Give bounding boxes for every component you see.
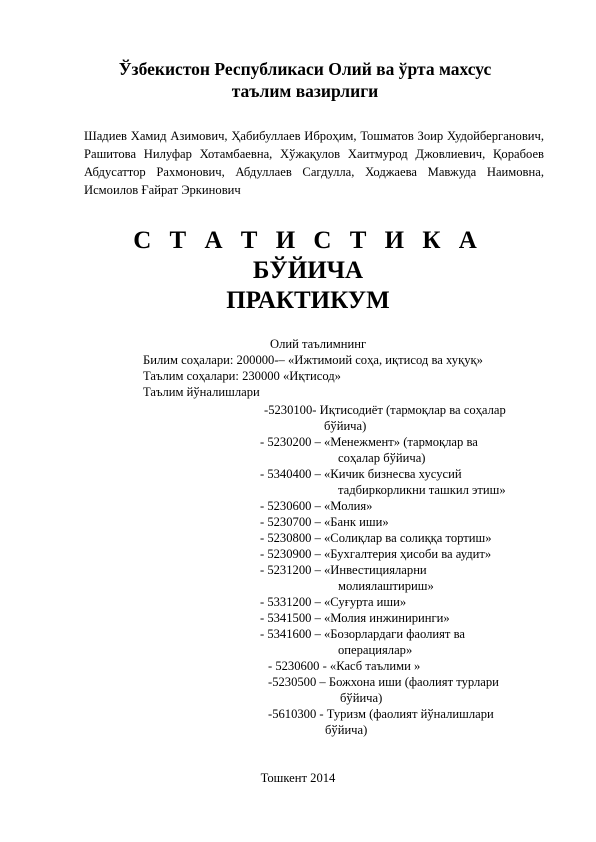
specialty-item	[268, 658, 420, 674]
specialty-code-name: - 5340400 – «Кичик бизнесва хусусий	[260, 467, 462, 481]
title-line-2: БЎЙИЧА	[252, 257, 364, 284]
specialty-code-name: -5610300 - Туризм (фаолият йўналишлари	[268, 707, 494, 721]
authors-list: Шадиев Хамид Азимович, Ҳабибуллаев Иброҳим, Тошматов Зоир Худойберганович, Рашитова Нилуфар Хотамбаевна, Хўжақулов Хаитмурод Джовлиевич, Қорабоев Абдусаттор Рахмонович, Абдуллаев Сагдулла, Ходжаева Мавжуда Наимовна, Исмоилов Ғайрат Эркинович	[84, 129, 544, 197]
specialty-code-name: - 5230600 - «Касб таълими »	[268, 659, 421, 673]
title-line-1: С Т А Т И С Т И К А	[133, 227, 483, 254]
specialty-continuation: молиялаштириш»	[338, 579, 434, 593]
specialty-item	[260, 626, 465, 657]
intro-text: Олий таълимнинг	[270, 337, 367, 351]
document-title	[60, 226, 556, 316]
specialty-continuation: соҳалар бўйича)	[338, 451, 426, 465]
specialty-item	[260, 498, 372, 514]
specialty-code-name: - 5331200 – «Суғурта иши»	[260, 595, 407, 609]
specialty-code-name: - 5230700 – «Банк иши»	[260, 515, 389, 529]
specialty-item	[264, 402, 506, 433]
specialty-continuation: операциялар»	[338, 643, 413, 657]
specialty-item	[260, 562, 434, 593]
title-line-3: ПРАКТИКУМ	[226, 287, 390, 314]
specialty-code-name: - 5231200 – «Инвестицияларни	[260, 563, 427, 577]
directions-label: Таълим йўналишлари	[143, 385, 260, 399]
specialty-code-name: -5230100- Иқтисодиёт (тармоқлар ва соҳалар	[264, 403, 506, 417]
ministry-heading	[60, 58, 550, 102]
specialty-continuation: тадбиркорликни ташкил этиш»	[338, 483, 506, 497]
ministry-line-1: Ўзбекистон Республикаси Олий ва ўрта махсус	[118, 59, 492, 79]
specialty-code-name: - 5230900 – «Бухгалтерия ҳисоби ва аудит»	[260, 547, 492, 561]
place-year: Тошкент 2014	[260, 771, 336, 785]
specialty-code-name: - 5341500 – «Молия инжиниринги»	[260, 611, 450, 625]
specialty-item	[268, 706, 494, 737]
specialty-continuation: бўйича)	[324, 419, 367, 433]
knowledge-fields: Билим соҳалари: 200000-– «Ижтимоий соҳа, иқтисод ва хуқуқ»	[143, 353, 483, 367]
specialty-continuation: бўйича)	[340, 691, 383, 705]
specialty-code-name: - 5230600 – «Молия»	[260, 499, 373, 513]
specialty-item	[268, 674, 499, 705]
specialty-item	[260, 514, 389, 530]
specialty-item	[260, 434, 478, 465]
specialty-item	[260, 530, 492, 546]
specialty-item	[260, 546, 491, 562]
education-fields: Таълим соҳалари: 230000 «Иқтисод»	[143, 369, 341, 383]
specialty-code-name: -5230500 – Божхона иши (фаолият турлари	[268, 675, 499, 689]
specialty-code-name: - 5230200 – «Менежмент» (тармоқлар ва	[260, 435, 478, 449]
ministry-line-2: таълим вазирлиги	[231, 81, 379, 101]
specialty-code-name: - 5230800 – «Солиқлар ва солиққа тортиш»	[260, 531, 492, 545]
specialty-code-name: - 5341600 – «Бозорлардаги фаолият ва	[260, 627, 465, 641]
specialty-item	[260, 594, 406, 610]
specialty-continuation: бўйича)	[325, 723, 368, 737]
specialty-item	[260, 466, 506, 497]
specialty-item	[260, 610, 450, 626]
